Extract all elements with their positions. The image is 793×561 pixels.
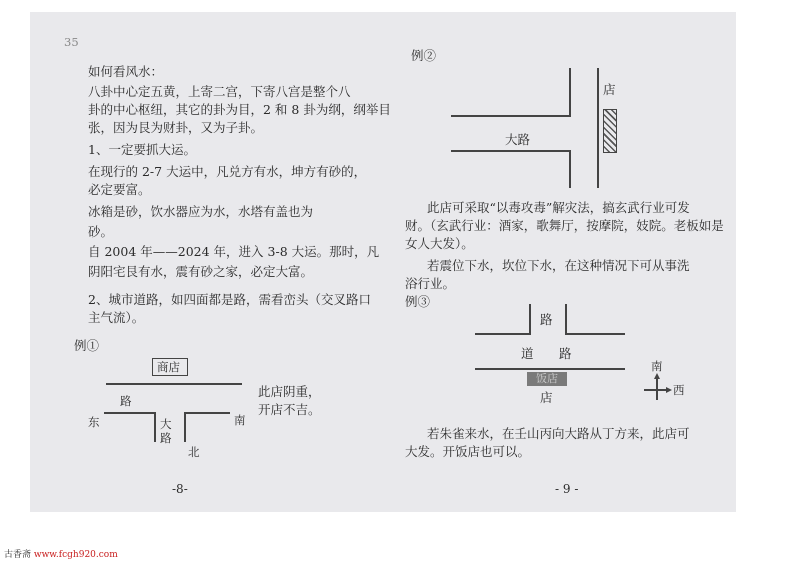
shop-char: 店	[603, 82, 616, 97]
text-line: 必定要富。	[88, 182, 151, 197]
road-top-char: 路	[540, 312, 553, 327]
shop-building	[603, 109, 617, 153]
road-mid-left-char: 道	[521, 346, 534, 361]
corner-mark: 35	[64, 35, 79, 49]
road-label: 大路	[505, 132, 531, 147]
text-line: 自 2004 年——2024 年，进入 3-8 大运。那时，凡	[88, 244, 380, 259]
road-bottom-right-line	[184, 412, 230, 414]
street-right-edge	[597, 68, 599, 188]
side-road-right-edge	[565, 304, 567, 334]
text-line: 1、一定要抓大运。	[88, 142, 196, 157]
text-line: 张，因为艮为财卦，又为子卦。	[88, 120, 264, 135]
example-2-label: 例②	[411, 48, 437, 63]
text-line: 阴阳宅艮有水，震有砂之家，必定大富。	[88, 264, 314, 279]
compass-south-label: 南	[651, 359, 663, 373]
shop-box	[152, 358, 188, 376]
text-line: 八卦中心定五黄，上寄二宫，下寄八宫是整个八	[88, 84, 351, 99]
text-line: 主气流）。	[88, 310, 145, 325]
shop-label: 商店	[157, 360, 180, 374]
east-label: 东	[88, 415, 100, 429]
text-line: 若朱雀来水，在壬山丙向大路从丁方来，此店可	[427, 426, 690, 441]
side-road-left-edge	[529, 304, 531, 334]
site-url[interactable]: www.fcgh920.com	[33, 550, 118, 560]
shop-box: 饭店	[527, 372, 567, 386]
left-page	[30, 12, 391, 512]
text-line: 若震位下水，坎位下水，在这种情况下可从事洗	[427, 258, 690, 273]
site-name: 古香斋	[4, 550, 32, 560]
north-label: 北	[188, 445, 200, 459]
road-bottom-left-line	[104, 412, 154, 414]
road-mid-right-char: 路	[559, 346, 572, 361]
page-number: - 9 -	[555, 482, 579, 496]
compass-west-label: 西	[673, 383, 685, 397]
text-line: 此店可采取“以毒攻毒”解灾法，搞玄武行业可发	[427, 200, 690, 215]
text-line: 女人大发）。	[405, 236, 474, 251]
street-upper-left-edge	[569, 68, 571, 116]
road-lower-edge	[451, 150, 571, 152]
big-road-top: 大	[160, 417, 172, 431]
text-line: 大发。开饭店也可以。	[405, 444, 531, 459]
example-3-label: 例③	[405, 294, 431, 309]
shop-char: 店	[540, 390, 553, 405]
right-page	[385, 12, 736, 512]
watermark-footer	[4, 547, 118, 560]
compass-horizontal	[644, 389, 668, 391]
road-top-line	[106, 383, 242, 385]
road-upper-edge	[451, 115, 571, 117]
road-lower-edge	[475, 368, 625, 370]
section-heading: 如何看风水：	[88, 64, 164, 79]
example-1-label: 例①	[74, 338, 100, 353]
text-line: 2、城市道路，如四面都是路，需看峦头（交叉路口	[88, 292, 371, 307]
road-label: 路	[120, 394, 132, 408]
text-line: 砂。	[88, 224, 114, 239]
road-left-vertical	[154, 412, 156, 442]
road-upper-left	[475, 333, 531, 335]
big-road-bottom: 路	[160, 431, 172, 445]
text-line: 财。（玄武行业：酒家，歌舞厅，按摩院，妓院。老板如是	[405, 218, 724, 233]
note-line: 开店不吉。	[258, 402, 321, 417]
road-upper-right	[565, 333, 625, 335]
note-line: 此店阴重，	[258, 384, 321, 399]
page-number: -8-	[172, 482, 188, 496]
text-line: 浴行业。	[405, 276, 456, 291]
scanned-spread	[30, 12, 736, 512]
text-line: 冰箱是砂，饮水器应为水，水塔有盖也为	[88, 204, 314, 219]
compass-right-arrow	[666, 387, 672, 393]
street-lower-left-edge	[569, 150, 571, 188]
text-line: 卦的中心枢纽，其它的卦为目，2 和 8 卦为纲，纲举目	[88, 102, 391, 117]
road-right-vertical	[184, 412, 186, 442]
south-label: 南	[234, 413, 246, 427]
text-line: 在现行的 2-7 大运中，凡兑方有水，坤方有砂的，	[88, 164, 367, 179]
